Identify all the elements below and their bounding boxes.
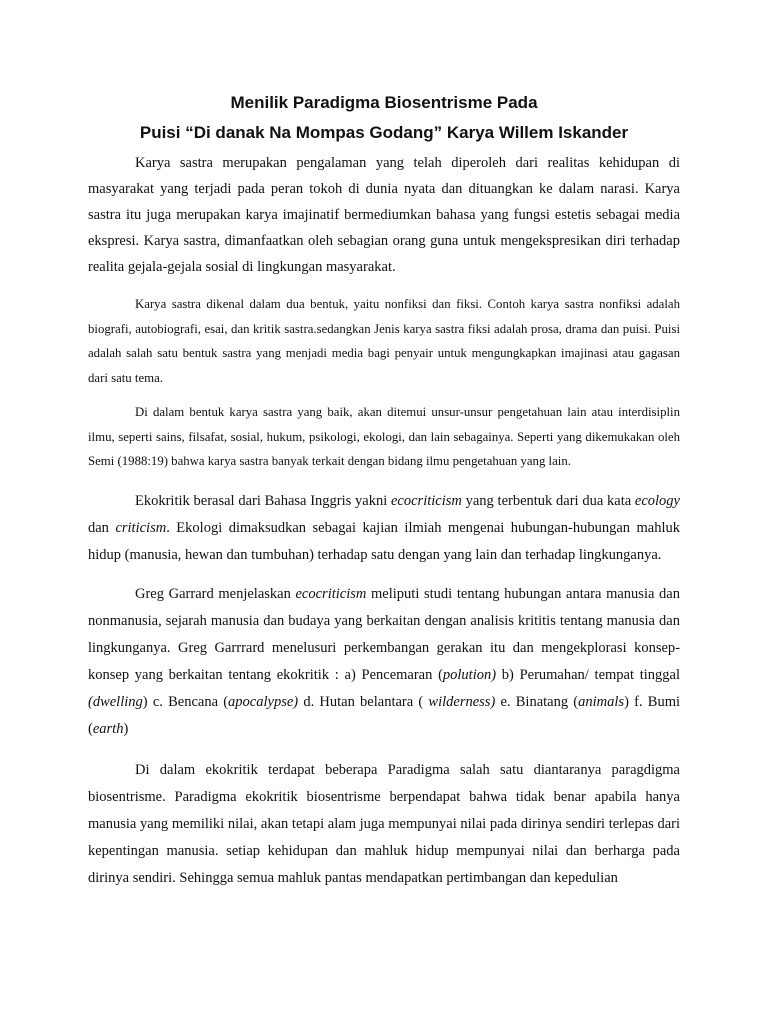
italic-term: ecocriticism (295, 585, 367, 602)
text-run: Di dalam ekokritik terdapat beberapa Paradigma salah satu diantaranya paragdigma biosentrisme. Paradigma ekokritik biosentrisme berpendapat bahwa tidak benar apabila hanya manusia yang memiliki nilai, akan tetapi alam juga mempunyai nilai pada dirinya sendiri terlepas dari kepentingan manusia. setiap kehidupan dan mahluk hidup mempunyai nilai dan berharga pada dirinya sendiri. Sehingga semua mahluk pantas mendapatkan pertimbangan dan kepedulian (88, 761, 680, 886)
text-run: ) (123, 720, 129, 737)
paragraph (88, 150, 680, 280)
text-run: dan (88, 519, 116, 536)
paragraph (88, 581, 680, 743)
italic-term: polution) (442, 666, 497, 683)
text-run: ) f. Bumi ( (88, 693, 681, 737)
italic-term: animals (578, 693, 625, 710)
italic-term: apocalypse) (228, 693, 299, 710)
paragraph (88, 400, 680, 474)
text-run: Di dalam bentuk karya sastra yang baik, akan ditemui unsur-unsur pengetahuan lain atau interdisiplin ilmu, seperti sains, filsafat, sosial, hukum, psikologi, ekologi, dan lain sebagainya. Seperti yang dikemukakan oleh Semi (1988:19) bahwa karya sastra banyak terkait dengan bidang ilmu pengetahuan yang lain. (88, 405, 680, 468)
text-run: ) c. Bencana ( (142, 693, 229, 710)
text-run: e. Binatang ( (495, 693, 579, 710)
document-title-line-1: Menilik Paradigma Biosentrisme Pada (230, 93, 538, 112)
text-run: meliputi studi tentang hubungan antara manusia dan nonmanusia, sejarah manusia dan budaya yang berkaitan dengan analisis krititis tentang manusia dan lingkunganya. Greg Garrrard menelusuri perkembangan gerakan itu dan mengekplorasi konsep-konsep yang berkaitan tentang ekokritik : a) Pencemaran ( (88, 585, 680, 683)
italic-term: ecocriticism (391, 492, 462, 509)
italic-term: (dwelling (88, 693, 143, 710)
document-title-line-2: Puisi “Di danak Na Mompas Godang” Karya Willem Iskander (139, 123, 629, 142)
text-run: Karya sastra dikenal dalam dua bentuk, yaitu nonfiksi dan fiksi. Contoh karya sastra nonfiksi adalah biografi, autobiografi, esai, dan kritik sastra.sedangkan Jenis karya sastra fiksi adalah prosa, drama dan puisi. Puisi adalah salah satu bentuk sastra yang menjadi media bagi penyair untuk mengungkapkan imajinasi atau gagasan dari satu tema. (88, 297, 680, 385)
paragraph (88, 292, 680, 390)
paragraph (88, 488, 680, 569)
text-run: Karya sastra merupakan pengalaman yang telah diperoleh dari realitas kehidupan di masyarakat yang terjadi pada peran tokoh di dunia nyata dan dituangkan ke dalam narasi. Karya sastra itu juga merupakan karya imajinatif bermediumkan bahasa yang fungsi estetis sebagai media ekspresi. Karya sastra, dimanfaatkan oleh sebagian orang guna untuk mengekspresikan diri terhadap realita gejala-gejala sosial di lingkungan masyarakat. (88, 155, 680, 275)
italic-term: earth (92, 720, 124, 737)
text-run: . Ekologi dimaksudkan sebagai kajian ilmiah mengenai hubungan-hubungan mahluk hidup (manusia, hewan dan tumbuhan) terhadap satu dengan yang lain dan terhadap lingkunganya. (88, 519, 680, 563)
text-run: Greg Garrard menjelaskan (135, 585, 296, 602)
text-run: b) Perumahan/ tempat tinggal (496, 666, 680, 683)
italic-term: wilderness) (428, 693, 496, 710)
italic-term: ecology (634, 492, 680, 509)
text-run: d. Hutan belantara ( (298, 693, 429, 710)
italic-term: criticism (115, 519, 167, 536)
paragraph (88, 757, 680, 892)
text-run: yang terbentuk dari dua kata (461, 492, 635, 509)
text-run: Ekokritik berasal dari Bahasa Inggris yakni (135, 492, 391, 509)
